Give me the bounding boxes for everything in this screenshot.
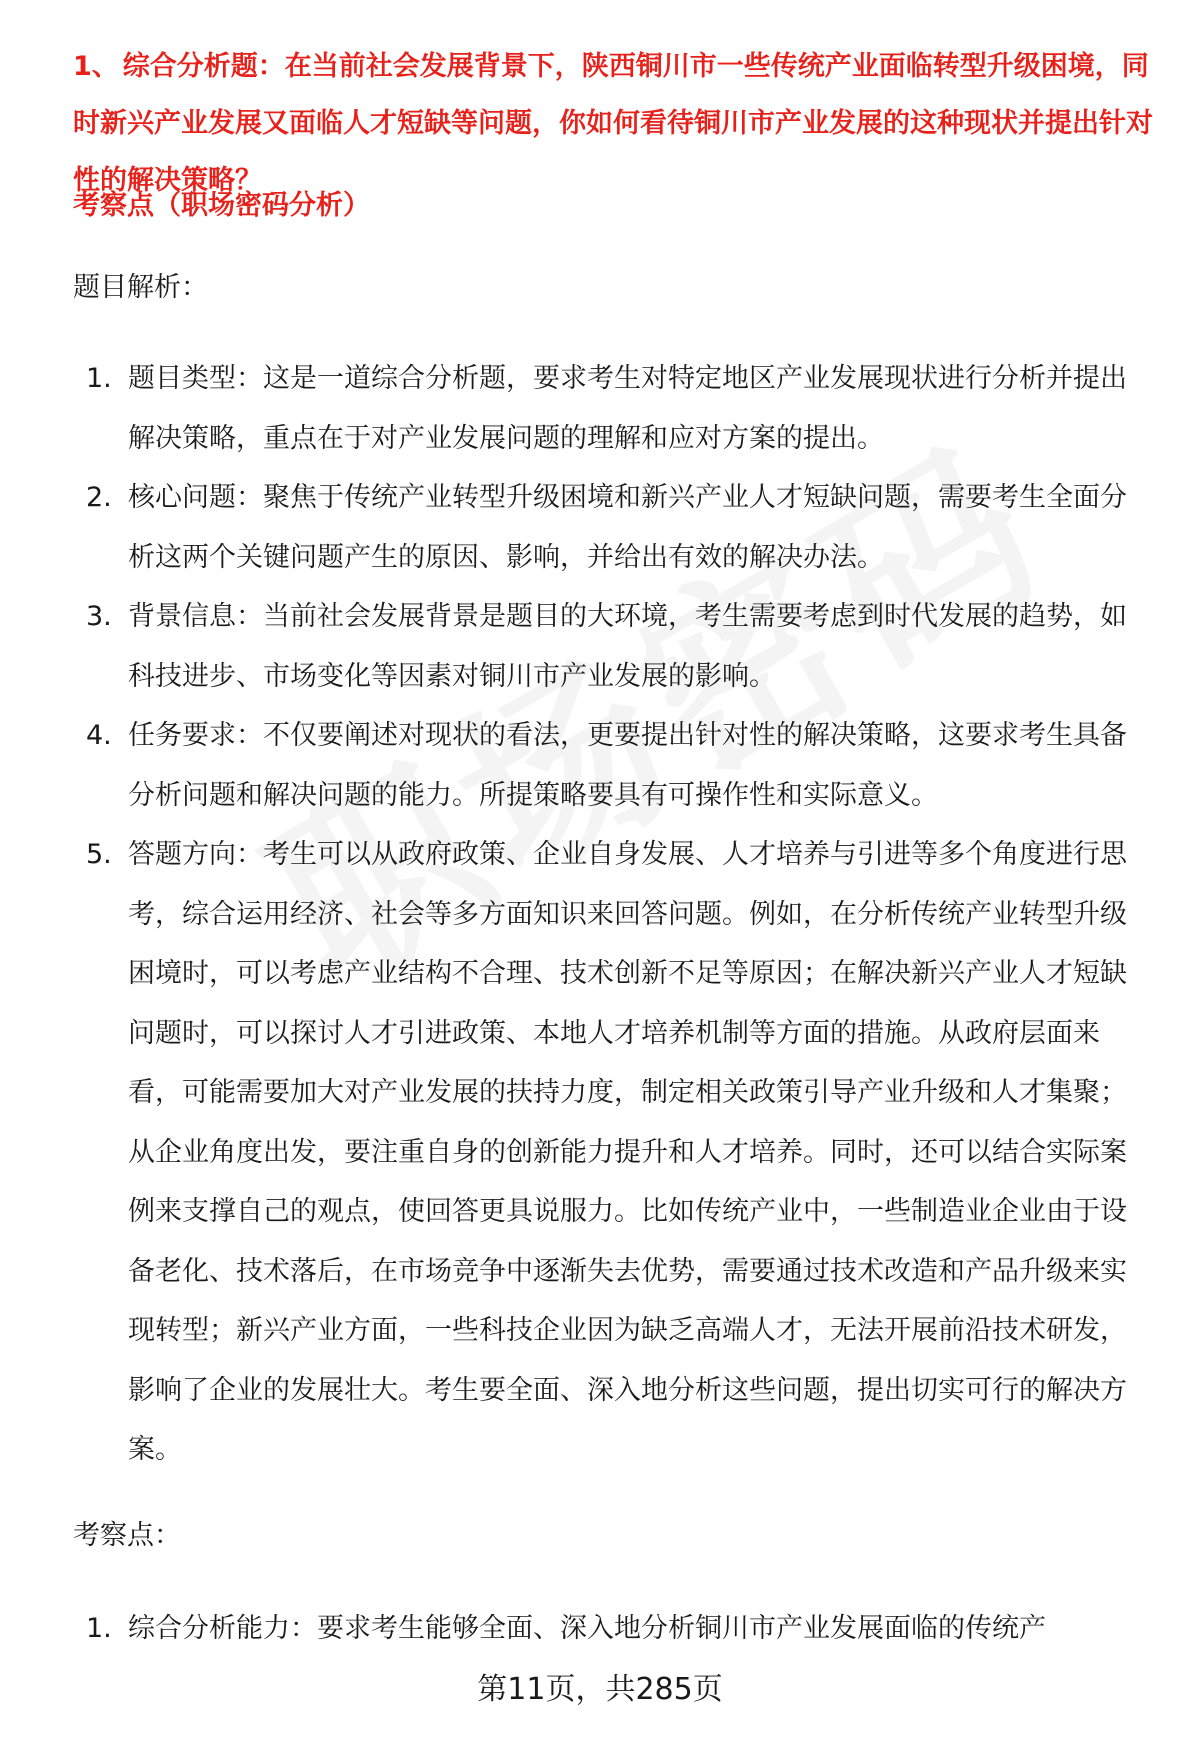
points-list (73, 1599, 1153, 1659)
points-label: 考察点： (73, 1520, 181, 1551)
list-item-text: 背景信息：当前社会发展背景是题目的大环境，考生需要考虑到时代发展的趋势，如科技进步、市场变化等因素对铜川市产业发展的影响。 (128, 601, 1127, 692)
list-item-text: 答题方向：考生可以从政府政策、企业自身发展、人才培养与引进等多个角度进行思考，综合运用经济、社会等多方面知识来回答问题。例如，在分析传统产业转型升级困境时，可以考虑产业结构不合理、技术创新不足等原因；在解决新兴产业人才短缺问题时，可以探讨人才引进政策、本地人才培养机制等方面的措施。从政府层面来看，可能需要加大对产业发展的扶持力度，制定相关政策引导产业升级和人才集聚；从企业角度出发，要注重自身的创新能力提升和人才培养。同时，还可以结合实际案例来支撑自己的观点，使回答更具说服力。比如传统产业中，一些制造业企业由于设备老化、技术落后，在市场竞争中逐渐失去优势，需要通过技术改造和产品升级来实现转型；新兴产业方面，一些科技企业因为缺乏高端人才，无法开展前沿技术研发，影响了企业的发展壮大。考生要全面、深入地分析这些问题，提出切实可行的解决方案。 (128, 839, 1127, 1465)
list-item-text: 核心问题：聚焦于传统产业转型升级困境和新兴产业人才短缺问题，需要考生全面分析这两个关键问题产生的原因、影响，并给出有效的解决办法。 (128, 482, 1127, 573)
section-heading: 考察点（职场密码分析） (73, 190, 370, 221)
list-item (73, 587, 1153, 706)
analysis-label: 题目解析： (73, 272, 208, 303)
list-item (73, 706, 1153, 825)
page-number-footer: 第11页，共285页 (477, 1672, 723, 1707)
question-number: 1、 (73, 51, 119, 82)
list-item-number: 3. (86, 601, 112, 632)
list-item-text: 题目类型：这是一道综合分析题，要求考生对特定地区产业发展现状进行分析并提出解决策略，重点在于对产业发展问题的理解和应对方案的提出。 (128, 363, 1127, 454)
question-body: 综合分析题：在当前社会发展背景下，陕西铜川市一些传统产业面临转型升级困境，同时新兴产业发展又面临人才短缺等问题，你如何看待铜川市产业发展的这种现状并提出针对性的解决策略？ (73, 51, 1153, 196)
list-item-number: 1. (86, 1613, 112, 1644)
list-item-number: 5. (86, 839, 112, 870)
analysis-list (73, 349, 1153, 1480)
list-item (73, 825, 1153, 1480)
list-item-text: 综合分析能力：要求考生能够全面、深入地分析铜川市产业发展面临的传统产 (128, 1613, 1046, 1644)
list-item-number: 2. (86, 482, 112, 513)
list-item-number: 1. (86, 363, 112, 394)
list-item (73, 1599, 1153, 1659)
list-item-text: 任务要求：不仅要阐述对现状的看法，更要提出针对性的解决策略，这要求考生具备分析问题和解决问题的能力。所提策略要具有可操作性和实际意义。 (128, 720, 1127, 811)
list-item (73, 349, 1153, 468)
list-item (73, 468, 1153, 587)
list-item-number: 4. (86, 720, 112, 751)
